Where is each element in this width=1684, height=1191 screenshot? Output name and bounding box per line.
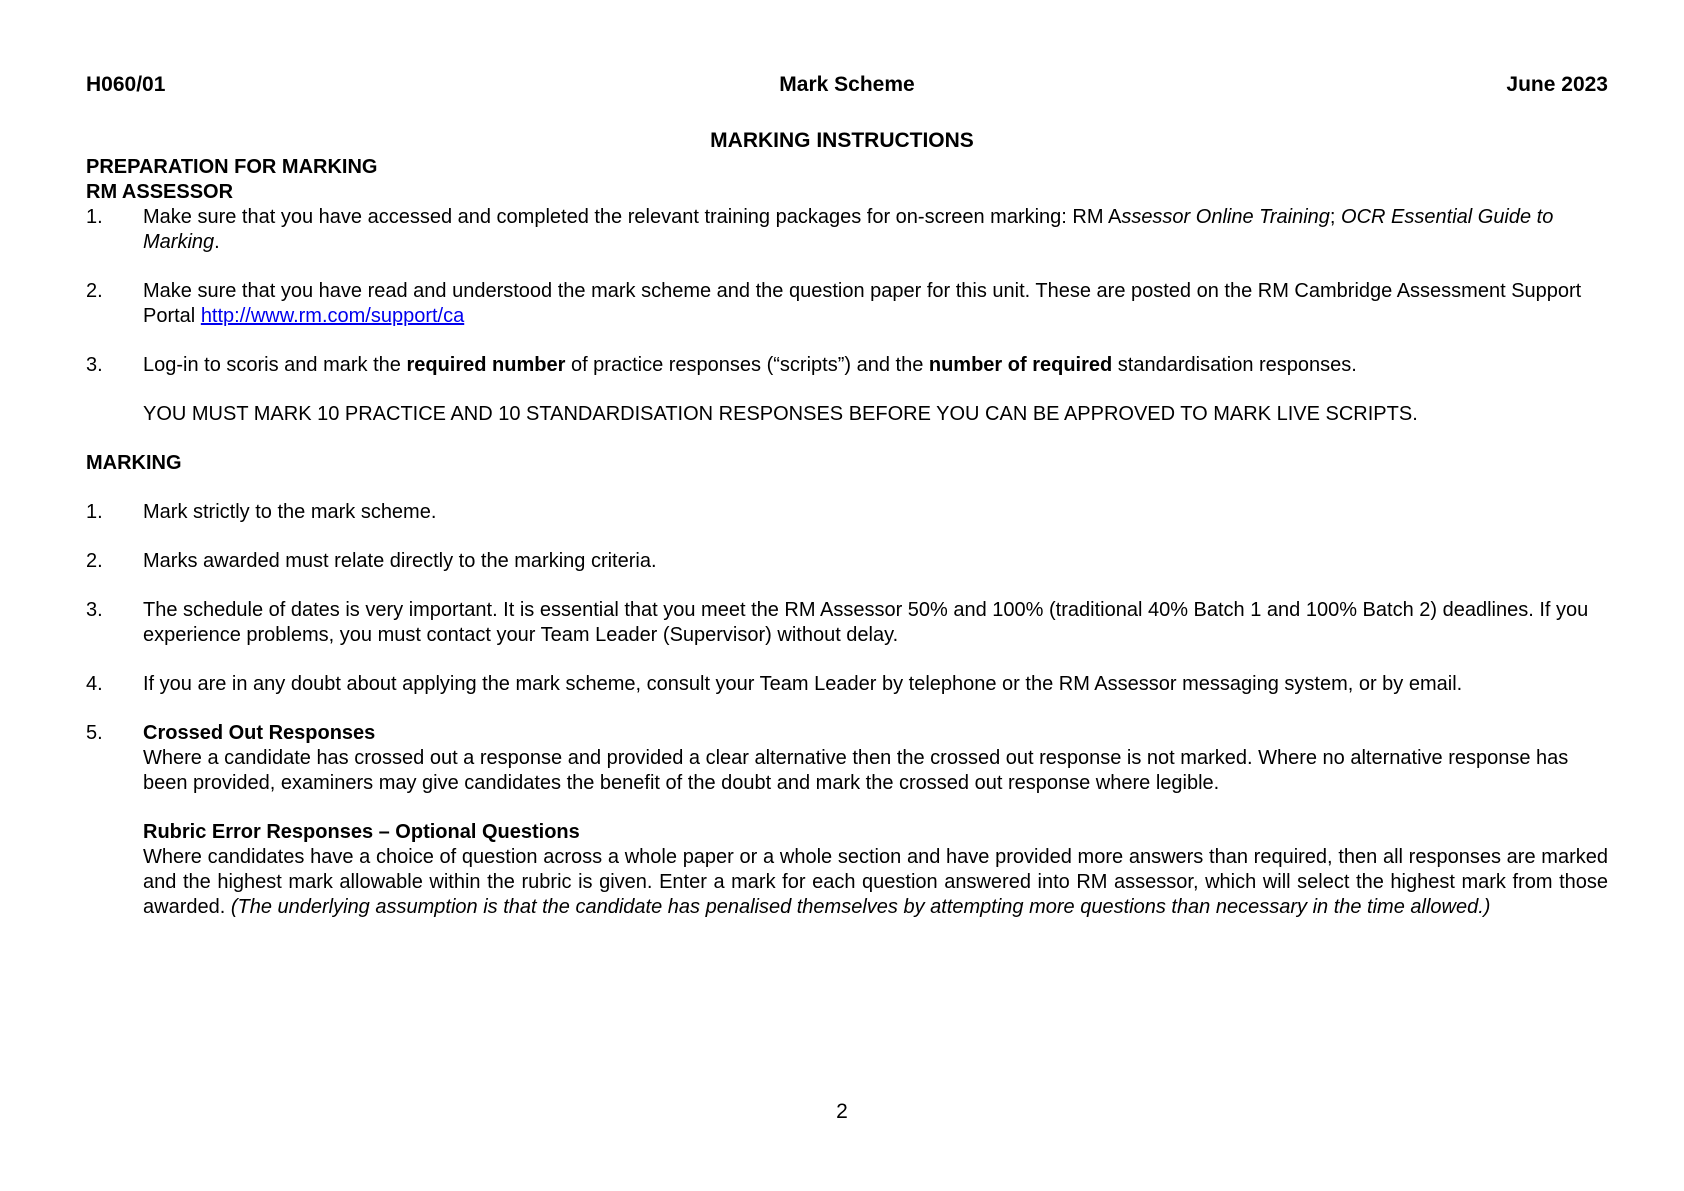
item-bold-text: number of required	[928, 354, 1113, 376]
paper-code: H060/01	[86, 73, 166, 96]
item-bold-text: required number	[406, 354, 566, 376]
item-text: Marks awarded must relate directly to the marking criteria.	[143, 550, 657, 572]
item-text: Log-in to scoris and mark the	[143, 354, 407, 376]
marking-item-5	[86, 721, 1608, 920]
prep-heading: PREPARATION FOR MARKING	[86, 156, 378, 178]
item-number: 3.	[86, 354, 103, 376]
marking-item-1	[86, 500, 1608, 525]
rm-assessor-heading: RM ASSESSOR	[86, 181, 234, 203]
prep-item-1	[86, 205, 1608, 255]
page-header	[86, 73, 1608, 101]
item-number: 4.	[86, 673, 103, 695]
marking-item-2	[86, 549, 1608, 574]
support-portal-link[interactable]: http://www.rm.com/support/ca	[200, 305, 465, 327]
item-number: 1.	[86, 206, 103, 228]
item-italic-text: ssessor Online Training	[1121, 206, 1330, 228]
item-text: Make sure that you have read and understood the mark scheme and the question paper for this unit. These are posted on the RM Cambridge Assessment Support Portal	[143, 280, 1582, 327]
item-text: ;	[1329, 206, 1342, 228]
item-text: The schedule of dates is very important. It is essential that you meet the RM Assessor 50% and 100% (traditional 40% Batch 1 and 100% Batch 2) deadlines. If you experience problems, you must contact your Team Leader (Supervisor) without delay.	[143, 599, 1589, 646]
content	[86, 155, 1608, 920]
marking-item-4	[86, 672, 1608, 697]
rubric-text: Where candidates have a choice of question across a whole paper or a whole section and have provided more answers than required, then all responses are marked and the highest mark allowable within the rubric is given. Enter a mark for each question answered into RM assessor, which will select the highest mark from those awarded.	[143, 846, 1608, 918]
item-text: standardisation responses.	[1112, 354, 1357, 376]
item-number: 2.	[86, 280, 103, 302]
prep-item-2	[86, 279, 1608, 329]
rubric-error-text	[143, 845, 1608, 920]
item-text: .	[214, 231, 220, 253]
item-text: Make sure that you have accessed and completed the relevant training packages for on-screen marking: RM A	[143, 206, 1122, 228]
approval-note: YOU MUST MARK 10 PRACTICE AND 10 STANDARDISATION RESPONSES BEFORE YOU CAN BE APPROVED TO MARK LIVE SCRIPTS.	[143, 403, 1418, 425]
crossed-out-text: Where a candidate has crossed out a response and provided a clear alternative then the crossed out response is not marked. Where no alternative response has been provided, examiners may give candidates the benefit of the doubt and mark the crossed out response where legible.	[143, 747, 1569, 794]
marking-heading: MARKING	[86, 452, 182, 474]
marking-item-3	[86, 598, 1608, 648]
crossed-out-heading: Crossed Out Responses	[143, 722, 376, 744]
header-date: June 2023	[1506, 73, 1608, 96]
header-title: Mark Scheme	[779, 73, 915, 96]
item-text: If you are in any doubt about applying the mark scheme, consult your Team Leader by telephone or the RM Assessor messaging system, or by email.	[143, 673, 1463, 695]
item-text: of practice responses (“scripts”) and the	[565, 354, 929, 376]
item-number: 5.	[86, 722, 103, 744]
main-title: MARKING INSTRUCTIONS	[710, 129, 974, 152]
rubric-italic-text: (The underlying assumption is that the candidate has penalised themselves by attempting more questions than necessary in the time allowed.)	[230, 896, 1491, 918]
item-number: 3.	[86, 599, 103, 621]
item-number: 1.	[86, 501, 103, 523]
rubric-error-heading: Rubric Error Responses – Optional Questions	[143, 821, 580, 843]
prep-item-3	[86, 353, 1608, 427]
item-text: Mark strictly to the mark scheme.	[143, 501, 437, 523]
item-number: 2.	[86, 550, 103, 572]
page-number: 2	[836, 1100, 848, 1123]
item-italic-text: OCR Essential Guide to Marking	[143, 206, 1554, 253]
